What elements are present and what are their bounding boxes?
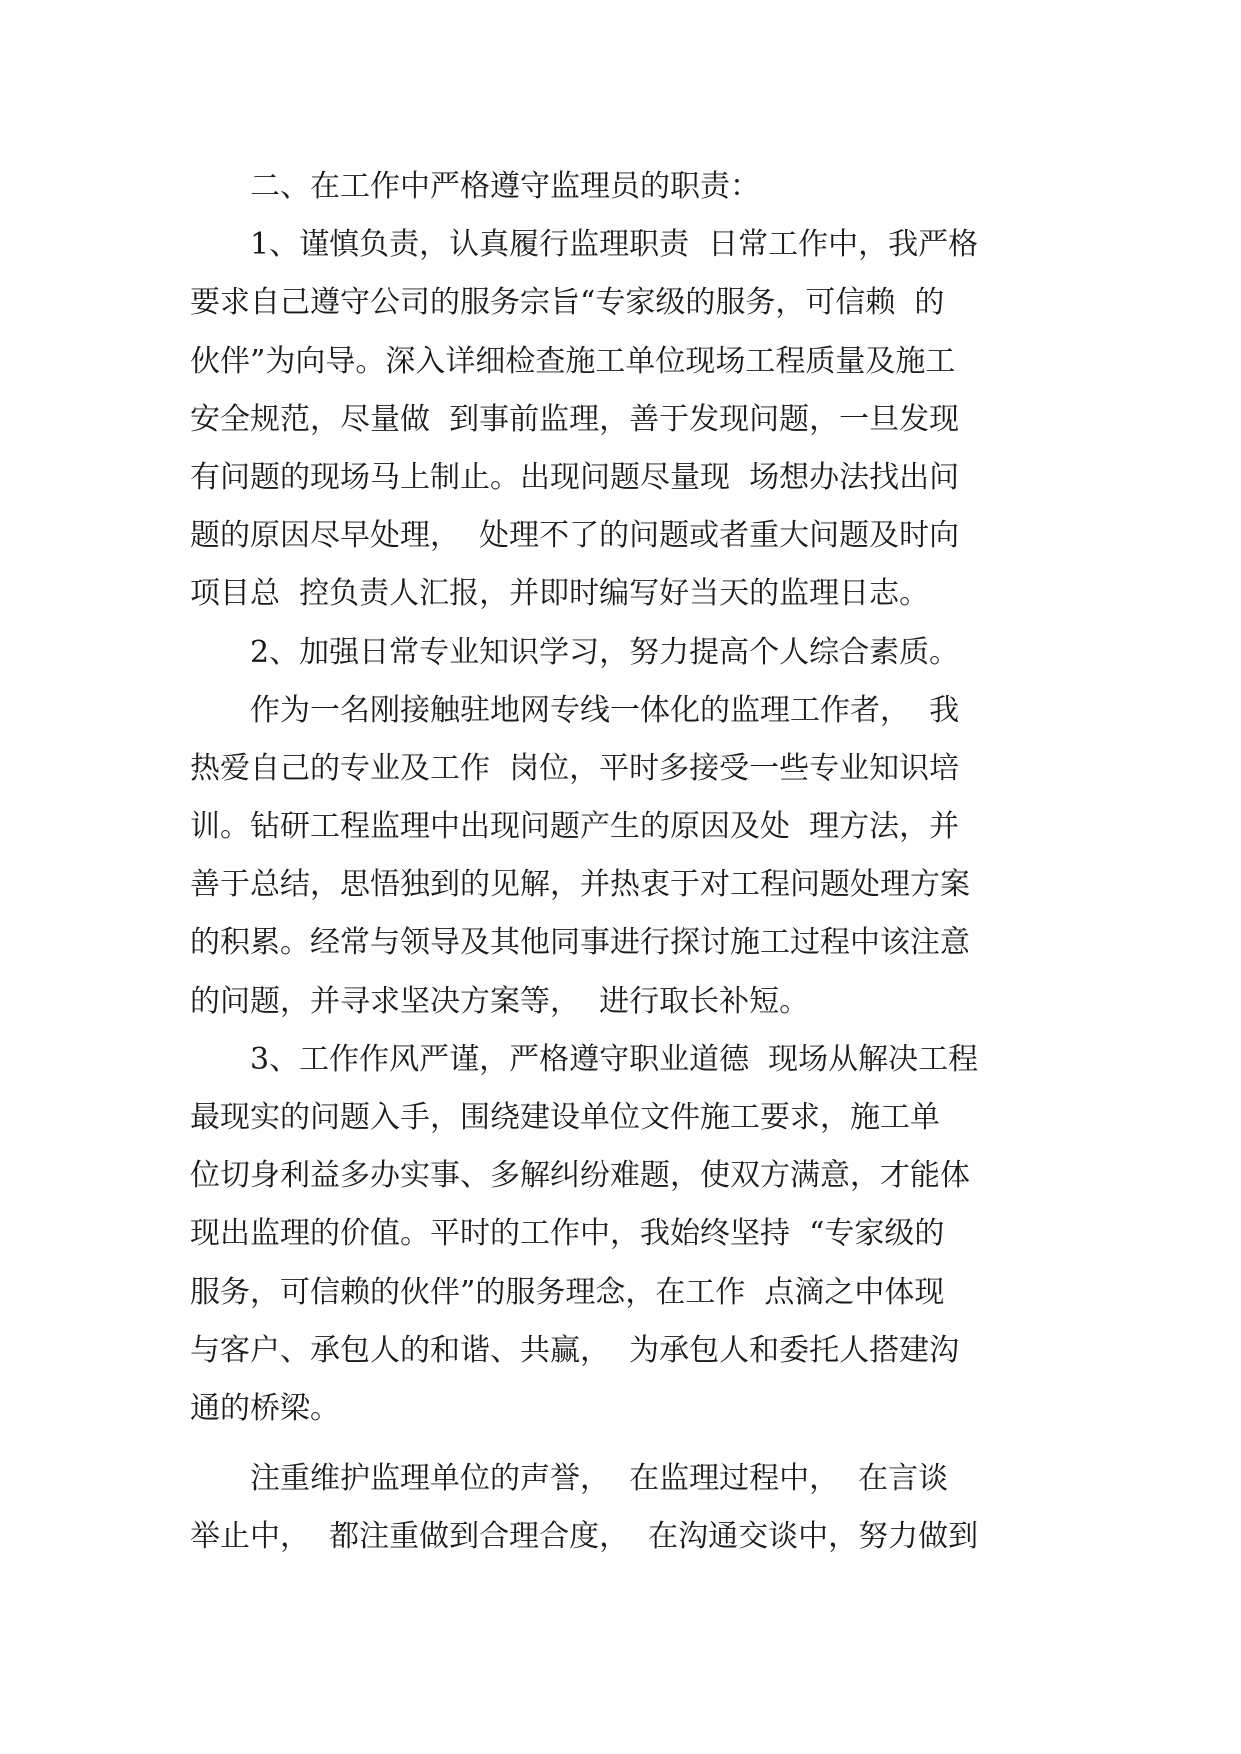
paragraph-line: 题的原因尽早处理， 处理不了的问题或者重大问题及时向 xyxy=(190,518,960,554)
paragraph-line: 通的桥梁。 xyxy=(190,1390,340,1426)
paragraph-line: 热爱自己的专业及工作 岗位，平时多接受一些专业知识培 xyxy=(190,750,960,786)
paragraph-line: 服务，可信赖的伙伴”的服务理念，在工作 点滴之中体现 xyxy=(190,1274,945,1310)
paragraph-line: 位切身利益多办实事、多解纠纷难题，使双方满意，才能体 xyxy=(190,1158,970,1194)
paragraph-line: 最现实的问题入手，围绕建设单位文件施工要求，施工单 xyxy=(190,1100,940,1135)
paragraph-line: 训。钻研工程监理中出现问题产生的原因及处 理方法，并 xyxy=(190,809,960,845)
paragraph-gap xyxy=(190,1438,1050,1450)
paragraph-line: 安全规范，尽量做 到事前监理，善于发现问题，一旦发现 xyxy=(190,401,960,437)
paragraph-line: 的积累。经常与领导及其他同事进行探讨施工过程中该注意 xyxy=(190,925,970,961)
paragraph-line: 有问题的现场马上制止。出现问题尽量现 场想办法找出问 xyxy=(190,459,960,495)
paragraph-line: 现出监理的价值。平时的工作中，我始终坚持 “专家级的 xyxy=(190,1216,945,1252)
paragraph-line: 3、工作作风严谨，严格遵守职业道德 现场从解决工程 xyxy=(250,1041,979,1077)
paragraph-line: 与客户、承包人的和谐、共赢， 为承包人和委托人搭建沟 xyxy=(190,1332,960,1368)
paragraph-line: 伙伴”为向导。深入详细检查施工单位现场工程质量及施工 xyxy=(190,343,956,379)
paragraph-line: 项目总 控负责人汇报，并即时编写好当天的监理日志。 xyxy=(190,576,930,612)
section-heading: 二、在工作中严格遵守监理员的职责： xyxy=(250,169,760,204)
paragraph-line: 注重维护监理单位的声誉， 在监理过程中， 在言谈 xyxy=(250,1461,949,1497)
document-body xyxy=(190,158,1050,1567)
paragraph-line: 要求自己遵守公司的服务宗旨“专家级的服务，可信赖 的 xyxy=(190,285,945,321)
paragraph-line: 举止中， 都注重做到合理合度， 在沟通交谈中，努力做到 xyxy=(190,1519,979,1555)
paragraph-line: 善于总结，思悟独到的见解，并热衷于对工程问题处理方案 xyxy=(190,867,970,903)
paragraph-line: 1、谨慎负责，认真履行监理职责 日常工作中，我严格 xyxy=(250,227,979,263)
paragraph-line: 2、加强日常专业知识学习，努力提高个人综合素质。 xyxy=(250,634,960,670)
paragraph-line: 的问题，并寻求坚决方案等， 进行取长补短。 xyxy=(190,983,810,1019)
paragraph-line: 作为一名刚接触驻地网专线一体化的监理工作者， 我 xyxy=(250,692,960,728)
